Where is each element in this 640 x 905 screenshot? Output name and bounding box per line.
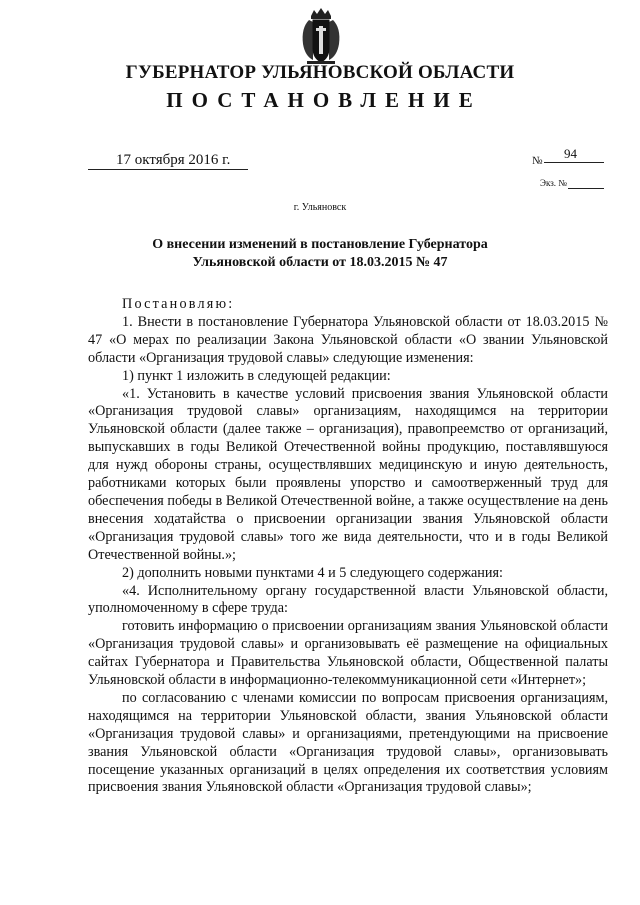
- body-paragraph: Постановляю:: [122, 296, 235, 312]
- document-type-title: ПОСТАНОВЛЕНИЕ: [166, 88, 482, 112]
- body-paragraph: «1. Установить в качестве условий присвоения звания Ульяновской области «Организация трудовой славы» организациям, находящимся на территории Ульяновской области (далее также – организация), правопреемство от организаций, выпускавших в годы Великой Отечественной войны продукцию, поставлявшуюся для нужд обороны страны, осуществлявших медицинскую и иную деятельность, работниками которых были проявлены упорство и самоотверженный труд для обеспечения победы в Великой Отечественной войне, а также осуществление на день внесения ходатайства о присвоении организации звания Ульяновской области «Организация трудовой славы» того же вида деятельности, что и в годы Великой Отечественной войны.»;: [88, 385, 608, 563]
- subject-line-1: О внесении изменений в постановление Губернатора: [152, 237, 488, 252]
- decree-body: [88, 296, 608, 797]
- copy-number-line: [568, 188, 604, 189]
- decree-number: 94: [544, 146, 604, 163]
- body-paragraph: 1) пункт 1 изложить в следующей редакции:: [122, 367, 391, 384]
- copy-number-label: Экз. №: [540, 178, 567, 188]
- body-paragraph: по согласованию с членами комиссии по вопросам присвоения организациям, находящимся на территории Ульяновской области, звания Ульяновской области «Организация трудовой славы» и организациями, претендующими на присвоение звания Ульяновской области «Организация трудовой славы», организовывать посещение указанных организаций в целях определения их соответствия условиям присвоения звания Ульяновской области «Организация трудовой славы»;: [88, 689, 608, 796]
- city: г. Ульяновск: [293, 202, 347, 213]
- subject-line-2: Ульяновской области от 18.03.2015 № 47: [192, 255, 448, 270]
- body-paragraph: готовить информацию о присвоении организациям звания Ульяновской области «Организация трудовой славы» и организовывать её размещение на официальных сайтах Губернатора и Правительства Ульяновской области, Общественной палаты Ульяновской области в информационно-телекоммуникационной сети «Интернет»;: [88, 618, 608, 689]
- body-paragraph: 2) дополнить новыми пунктами 4 и 5 следующего содержания:: [122, 564, 503, 581]
- number-label: №: [532, 155, 543, 167]
- governor-title: ГУБЕРНАТОР УЛЬЯНОВСКОЙ ОБЛАСТИ: [125, 62, 515, 83]
- decree-subject: [110, 236, 530, 272]
- ulyanovsk-coat-of-arms-icon: [299, 8, 343, 66]
- body-paragraph: 1. Внести в постановление Губернатора Ульяновской области от 18.03.2015 № 47 «О мерах по реализации Закона Ульяновской области «О звании Ульяновской области «Организация трудовой славы» следующие изменения:: [88, 313, 608, 366]
- decree-date: 17 октября 2016 г.: [88, 151, 248, 170]
- body-paragraph: «4. Исполнительному органу государственной власти Ульяновской области, уполномоченному в сфере труда:: [88, 582, 608, 617]
